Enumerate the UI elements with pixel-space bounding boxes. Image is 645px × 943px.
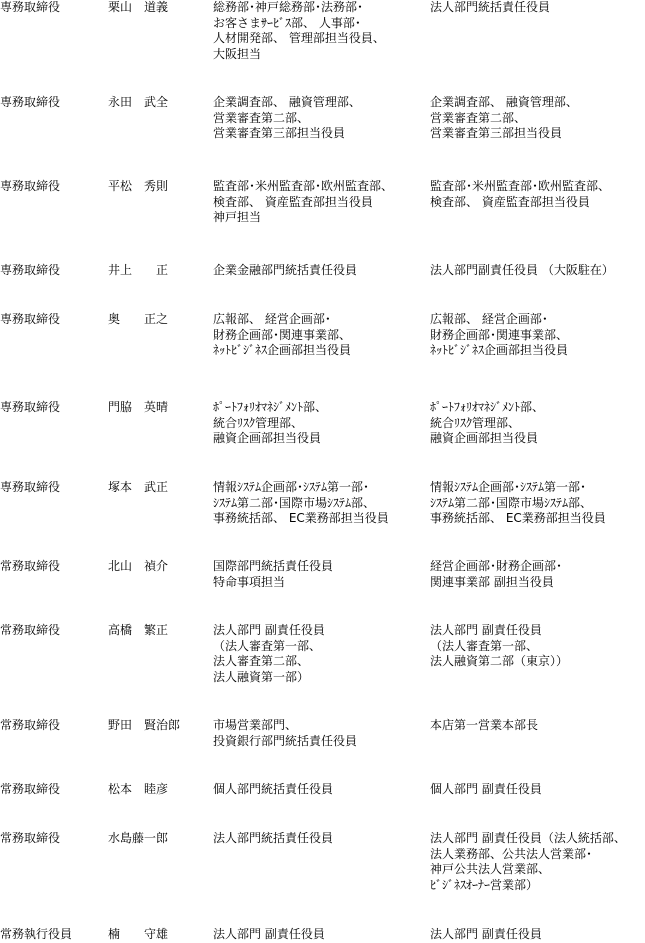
officer-title: 専務取締役 — [0, 400, 61, 414]
officer-name: 井上 正 — [108, 263, 169, 277]
current-line: （法人審査第一部、 — [213, 638, 322, 653]
current-responsibilities — [213, 782, 425, 798]
current-responsibilities — [213, 718, 425, 749]
current-line: 財務企画部･関連事業部、 — [213, 327, 352, 342]
new-line: 統合ﾘｽｸ管理部、 — [430, 415, 521, 430]
officer-title: 専務取締役 — [0, 263, 61, 277]
current-responsibilities — [213, 400, 425, 447]
current-responsibilities — [213, 831, 425, 847]
new-line: 関連事業部 副担当役員 — [430, 574, 554, 589]
officer-name: 水島藤一郎 — [108, 831, 169, 845]
new-line: 法人部門副責任役員 （大阪駐在） — [430, 263, 614, 277]
current-line: 法人部門 副責任役員 — [213, 927, 325, 941]
current-line: 事務統括部、 EC業務部担当役員 — [213, 511, 389, 525]
new-line: 情報ｼｽﾃﾑ企画部･ｼｽﾃﾑ第一部･ — [430, 480, 587, 494]
current-line: 企業金融部門統括責任役員 — [213, 263, 358, 277]
new-line: 個人部門 副責任役員 — [430, 782, 542, 796]
current-line: ﾎﾟｰﾄﾌｫﾘｵﾏﾈｼﾞﾒﾝﾄ部、 — [213, 400, 328, 414]
new-responsibilities — [430, 263, 645, 279]
new-line: 法人業務部、公共法人営業部･ — [430, 846, 593, 861]
new-line: 営業審査第三部担当役員 — [430, 126, 563, 140]
current-responsibilities — [213, 312, 425, 359]
current-responsibilities — [213, 0, 425, 62]
current-line: 検査部、 資産監査部担当役員 — [213, 194, 373, 209]
new-line: ﾈｯﾄﾋﾞｼﾞﾈｽ企画部担当役員 — [430, 343, 569, 357]
new-line: 本店第一営業本部長 — [430, 718, 539, 732]
officer-name: 永田 武全 — [108, 95, 169, 109]
new-responsibilities — [430, 312, 645, 359]
new-responsibilities — [430, 179, 645, 210]
new-responsibilities — [430, 623, 645, 670]
new-responsibilities — [430, 718, 645, 734]
new-line: 法人融資第二部（東京）） — [430, 654, 569, 668]
current-line: 人材開発部、 管理部担当役員、 — [213, 31, 385, 45]
new-line: 検査部、 資産監査部担当役員 — [430, 194, 590, 209]
new-responsibilities — [430, 0, 645, 16]
new-line: 企業調査部、 融資管理部、 — [430, 95, 578, 109]
current-line: 情報ｼｽﾃﾑ企画部･ｼｽﾃﾑ第一部･ — [213, 480, 370, 494]
officer-title: 常務取締役 — [0, 718, 61, 732]
new-line: 事務統括部、 EC業務部担当役員 — [430, 511, 606, 525]
officer-name: 奥 正之 — [108, 312, 169, 326]
current-responsibilities — [213, 559, 425, 590]
current-responsibilities — [213, 263, 425, 279]
current-line: ｼｽﾃﾑ第二部･国際市場ｼｽﾃﾑ部、 — [213, 495, 376, 510]
officer-title: 常務取締役 — [0, 559, 61, 573]
officer-name: 高橋 繁正 — [108, 623, 169, 637]
current-line: 融資企画部担当役員 — [213, 431, 322, 445]
new-line: ｼｽﾃﾑ第二部･国際市場ｼｽﾃﾑ部、 — [430, 495, 593, 510]
current-line: 法人部門 副責任役員 — [213, 623, 325, 637]
current-line: 国際部門統括責任役員 — [213, 559, 334, 573]
current-responsibilities — [213, 927, 425, 943]
current-line: 統合ﾘｽｸ管理部、 — [213, 415, 304, 430]
new-line: 法人部門 副責任役員 — [430, 927, 542, 941]
officer-name: 北山 禎介 — [108, 559, 169, 573]
current-line: 総務部･神戸総務部･法務部･ — [213, 0, 364, 14]
new-responsibilities — [430, 559, 645, 590]
officer-title: 常務取締役 — [0, 782, 61, 796]
new-line: （法人審査第一部、 — [430, 638, 539, 653]
officer-title: 専務取締役 — [0, 95, 61, 109]
current-line: 神戸担当 — [213, 210, 262, 224]
new-responsibilities — [430, 95, 645, 142]
new-line: 神戸公共法人営業部、 — [430, 862, 551, 876]
officer-title: 専務取締役 — [0, 480, 61, 494]
officer-name: 門脇 英晴 — [108, 400, 169, 414]
current-line: 企業調査部、 融資管理部、 — [213, 95, 361, 109]
officer-name: 栗山 道義 — [108, 0, 169, 14]
current-line: 大阪担当 — [213, 46, 262, 61]
new-line: 財務企画部･関連事業部、 — [430, 327, 569, 342]
current-line: 営業審査第三部担当役員 — [213, 126, 346, 140]
current-line: ﾈｯﾄﾋﾞｼﾞﾈｽ企画部担当役員 — [213, 343, 352, 357]
officer-title: 常務取締役 — [0, 623, 61, 637]
new-line: ﾋﾞｼﾞﾈｽｵｰﾅｰ営業部） — [430, 877, 539, 892]
officer-name: 野田 賢治郎 — [108, 718, 181, 732]
new-line: 法人部門 副責任役員（法人統括部、 — [430, 831, 626, 845]
officer-title: 専務取締役 — [0, 312, 61, 326]
current-line: 法人融資第一部） — [213, 669, 310, 684]
new-responsibilities — [430, 400, 645, 447]
current-line: 個人部門統括責任役員 — [213, 782, 334, 796]
new-line: 法人部門統括責任役員 — [430, 0, 551, 14]
current-responsibilities — [213, 95, 425, 142]
officer-title: 常務執行役員 — [0, 927, 73, 941]
officer-name: 楠 守雄 — [108, 927, 169, 941]
current-line: お客さまｻｰﾋﾞｽ部、 人事部･ — [213, 15, 361, 30]
current-responsibilities — [213, 623, 425, 685]
new-responsibilities — [430, 927, 645, 943]
current-line: 法人部門統括責任役員 — [213, 831, 334, 845]
current-responsibilities — [213, 179, 425, 226]
current-responsibilities — [213, 480, 425, 527]
officer-title: 常務取締役 — [0, 831, 61, 845]
officer-title: 専務取締役 — [0, 179, 61, 193]
new-responsibilities — [430, 782, 645, 798]
new-line: 広報部、 経営企画部･ — [430, 312, 548, 326]
officer-title: 専務取締役 — [0, 0, 61, 14]
current-line: 監査部･米州監査部･欧州監査部、 — [213, 179, 394, 193]
current-line: 市場営業部門、 — [213, 718, 298, 732]
current-line: 投資銀行部門統括責任役員 — [213, 733, 358, 748]
current-line: 法人審査第二部、 — [213, 654, 310, 668]
current-line: 営業審査第二部、 — [213, 110, 310, 125]
new-line: 営業審査第二部、 — [430, 110, 527, 125]
officer-name: 塚本 武正 — [108, 480, 169, 494]
new-line: 融資企画部担当役員 — [430, 431, 539, 445]
current-line: 特命事項担当 — [213, 574, 286, 589]
officer-name: 平松 秀則 — [108, 179, 169, 193]
officer-name: 松本 睦彦 — [108, 782, 169, 796]
new-responsibilities — [430, 480, 645, 527]
new-line: 法人部門 副責任役員 — [430, 623, 542, 637]
current-line: 広報部、 経営企画部･ — [213, 312, 331, 326]
new-line: 経営企画部･財務企画部･ — [430, 559, 563, 573]
new-line: 監査部･米州監査部･欧州監査部、 — [430, 179, 611, 193]
new-line: ﾎﾟｰﾄﾌｫﾘｵﾏﾈｼﾞﾒﾝﾄ部、 — [430, 400, 545, 414]
new-responsibilities — [430, 831, 645, 893]
